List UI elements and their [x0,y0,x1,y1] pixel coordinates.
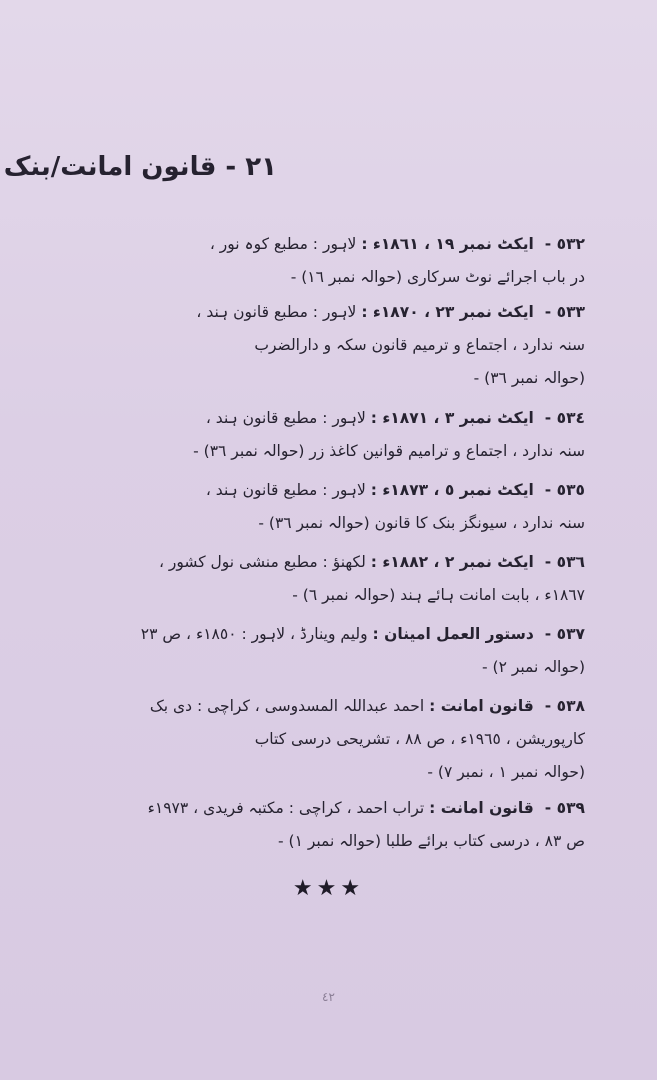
entry-text: (حوالہ نمبر ١ ، نمبر ٧) - [427,763,585,781]
bibliography-entry [5,296,585,395]
bibliography-entry [5,690,585,789]
entry-first-line [5,618,585,651]
entry-text: لکھنؤ : مطبع منشی نول کشور ، [158,553,366,571]
bibliography-entry [5,792,585,858]
entry-title: ایکٹ نمبر ٢ ، ١٨٨٢ء : [370,553,534,571]
entry-text: سنہ ندارد ، سیونگز بنک کا قانون (حوالہ نمبر ٣٦) - [258,514,585,532]
entry-number: ٥٣٤ - [544,409,585,427]
entry-first-line [5,546,585,579]
entry-first-line [5,792,585,825]
entry-text: سنہ ندارد ، اجتماع و ترامیم قوانین کاغذ زر (حوالہ نمبر ٣٦) - [193,442,585,460]
entry-first-line [5,690,585,723]
entry-number: ٥٣٨ - [544,697,585,715]
entry-text: لاہور : مطبع قانون ہند ، [205,409,366,427]
bibliography-entry [5,618,585,684]
entry-first-line [5,474,585,507]
entry-title: ایکٹ نمبر ١٩ ، ١٨٦١ء : [361,235,534,253]
entry-title: قانون امانت : [429,799,534,817]
entry-number: ٥٣٧ - [544,625,585,643]
entry-number: ٥٣٩ - [544,799,585,817]
entry-number: ٥٣٥ - [544,481,585,499]
section-end-stars: ★★★ [292,876,365,901]
bibliography-entry [5,546,585,612]
entry-number: ٥٣٢ - [544,235,585,253]
entry-text: لاہور : مطبع قانون ہند ، [196,303,357,321]
entry-title: دستور العمل امینان : [372,625,534,643]
entry-first-line [5,402,585,435]
entry-text: (حوالہ نمبر ٣٦) - [473,369,585,387]
entry-text: لاہور : مطبع قانون ہند ، [205,481,366,499]
entry-text: (حوالہ نمبر ٢) - [481,658,585,676]
entry-text: لاہور : مطبع کوہ نور ، [209,235,357,253]
bibliography-entry [5,402,585,468]
entry-first-line [5,296,585,329]
entry-text: ولیم وینارڈ ، لاہور : ١٨٥٠ء ، ص ٢٣ [140,625,368,643]
bibliography-entry [5,474,585,540]
entry-text: کارپوریشن ، ١٩٦٥ء ، ص ٨٨ ، تشریحی درسی کتاب [254,730,585,748]
entry-title: ایکٹ نمبر ٥ ، ١٨٧٣ء : [370,481,534,499]
entry-text: ١٨٦٧ء ، بابت امانت ہائے ہند (حوالہ نمبر ٦) - [292,586,585,604]
bibliography-entry [5,228,585,294]
section-heading: ٢١ - قانون امانت/بنک [3,152,277,182]
entry-title: ایکٹ نمبر ٢٣ ، ١٨٧٠ء : [361,303,534,321]
entry-text: سنہ ندارد ، اجتماع و ترمیم قانون سکہ و دارالضرب [254,336,585,354]
entry-first-line [5,228,585,261]
entry-number: ٥٣٣ - [544,303,585,321]
entry-text: تراب احمد ، کراچی : مکتبہ فریدی ، ١٩٧٣ء [147,799,425,817]
entry-text: ص ٨٣ ، درسی کتاب برائے طلبا (حوالہ نمبر ١) - [277,832,585,850]
entry-title: قانون امانت : [429,697,534,715]
page-number: ٤٢ [322,990,335,1004]
entry-title: ایکٹ نمبر ٣ ، ١٨٧١ء : [370,409,534,427]
entry-text: احمد عبداللہ المسدوسی ، کراچی : دی بک [149,697,425,715]
entry-number: ٥٣٦ - [544,553,585,571]
entry-text: در باب اجرائے نوٹ سرکاری (حوالہ نمبر ١٦) - [290,268,585,286]
